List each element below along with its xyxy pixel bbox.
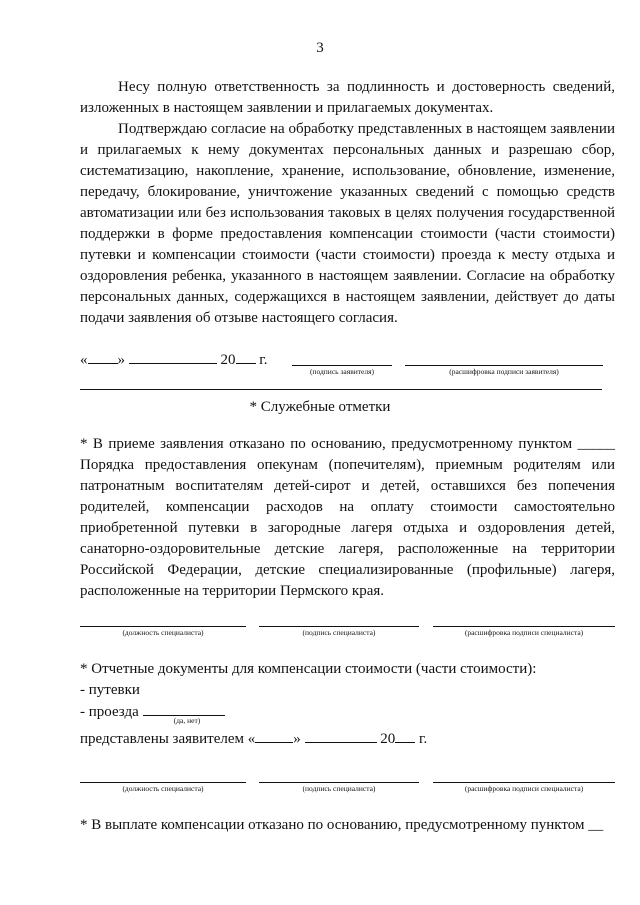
specialist-signature-line-1[interactable] <box>259 626 419 627</box>
specialist-decoding-caption-1: (расшифровка подписи специалиста) <box>464 628 584 637</box>
item-voucher: - путевки <box>80 682 140 698</box>
date-close-quote: » <box>117 352 125 368</box>
consent-paragraph: Подтверждаю согласие на обработку представленных в настоящем заявлении и прилагаемых к нему документах персональных данных и разрешаю сбор, систематизацию, накопление, хранение, использование, обновление, изменение, передачу, блокирование, уничтожение указанных сведений с помощью средств автоматизации или без использования таковых в целях получения государственной поддержки в форме предоставления компенсации стоимости (части стоимости) путевки и компенсации стоимости (части стоимости) проезда к месту отдыха и оздоровления ребенка, указанного в настоящем заявлении. Согласие на обработку персональных данных, содержащихся в настоящем заявлении, действует до даты подачи заявления об отзыве настоящего согласия. <box>80 121 615 326</box>
travel-yes-no-blank[interactable] <box>143 701 225 716</box>
submitted-text: представлены заявителем « <box>80 731 256 747</box>
specialist-signature-caption-1: (подпись специалиста) <box>302 628 376 637</box>
yes-no-caption: (да, нет) <box>173 716 201 725</box>
submitted-month-blank[interactable] <box>305 728 377 743</box>
year-prefix: 20 <box>220 352 236 368</box>
specialist-decoding-line-1[interactable] <box>433 626 615 627</box>
submitted-row <box>80 728 427 750</box>
payout-refusal-line: * В выплате компенсации отказано по основанию, предусмотренному пунктом __ <box>80 817 604 833</box>
specialist-position-caption-1: (должность специалиста) <box>122 628 204 637</box>
applicant-decoding-caption: (расшифровка подписи заявителя) <box>449 367 559 376</box>
submitted-year: 20 <box>380 731 396 747</box>
item-travel: - проезда <box>80 704 139 720</box>
specialist-position-line-2[interactable] <box>80 782 246 783</box>
service-notes-title: * Служебные отметки <box>249 399 391 415</box>
section-divider <box>80 389 602 390</box>
submitted-day-blank[interactable] <box>255 728 293 743</box>
specialist-position-caption-2: (должность специалиста) <box>122 784 204 793</box>
specialist-decoding-line-2[interactable] <box>433 782 615 783</box>
responsibility-paragraph: Несу полную ответственность за подлинность и достоверность сведений, изложенных в настоящем заявлении и прилагаемых документах. <box>80 79 615 116</box>
specialist-signature-line-2[interactable] <box>259 782 419 783</box>
reports-title: * Отчетные документы для компенсации стоимости (части стоимости): <box>80 661 537 677</box>
applicant-signature-caption: (подпись заявителя) <box>309 367 375 376</box>
year-suffix: г. <box>259 352 268 368</box>
applicant-date-line <box>80 349 267 371</box>
month-blank[interactable] <box>129 349 217 364</box>
submitted-g: г. <box>419 731 428 747</box>
submitted-year-blank[interactable] <box>395 728 415 743</box>
page-number: 3 <box>316 40 324 56</box>
applicant-decoding-line[interactable] <box>405 365 603 366</box>
applicant-signature-line[interactable] <box>292 365 392 366</box>
refusal-paragraph: * В приеме заявления отказано по основанию, предусмотренному пунктом _____ Порядка предоставления опекунам (попечителям), приемным родителям или патронатным воспитателям детей-сирот и детей, оставшихся без попечения родителей, компенсации расходов на оплату стоимости самостоятельно приобретенной путевки в загородные лагеря отдыха и оздоровления детей, санаторно-оздоровительные детские лагеря, расположенные на территории Российской Федерации, детские специализированные (профильные) лагеря, расположенные на территории Пермского края. <box>80 436 615 599</box>
specialist-signature-caption-2: (подпись специалиста) <box>302 784 376 793</box>
date-open-quote: « <box>80 352 88 368</box>
specialist-decoding-caption-2: (расшифровка подписи специалиста) <box>464 784 584 793</box>
year-blank[interactable] <box>236 349 256 364</box>
submitted-close: » <box>293 731 301 747</box>
specialist-position-line-1[interactable] <box>80 626 246 627</box>
day-blank[interactable] <box>88 349 118 364</box>
